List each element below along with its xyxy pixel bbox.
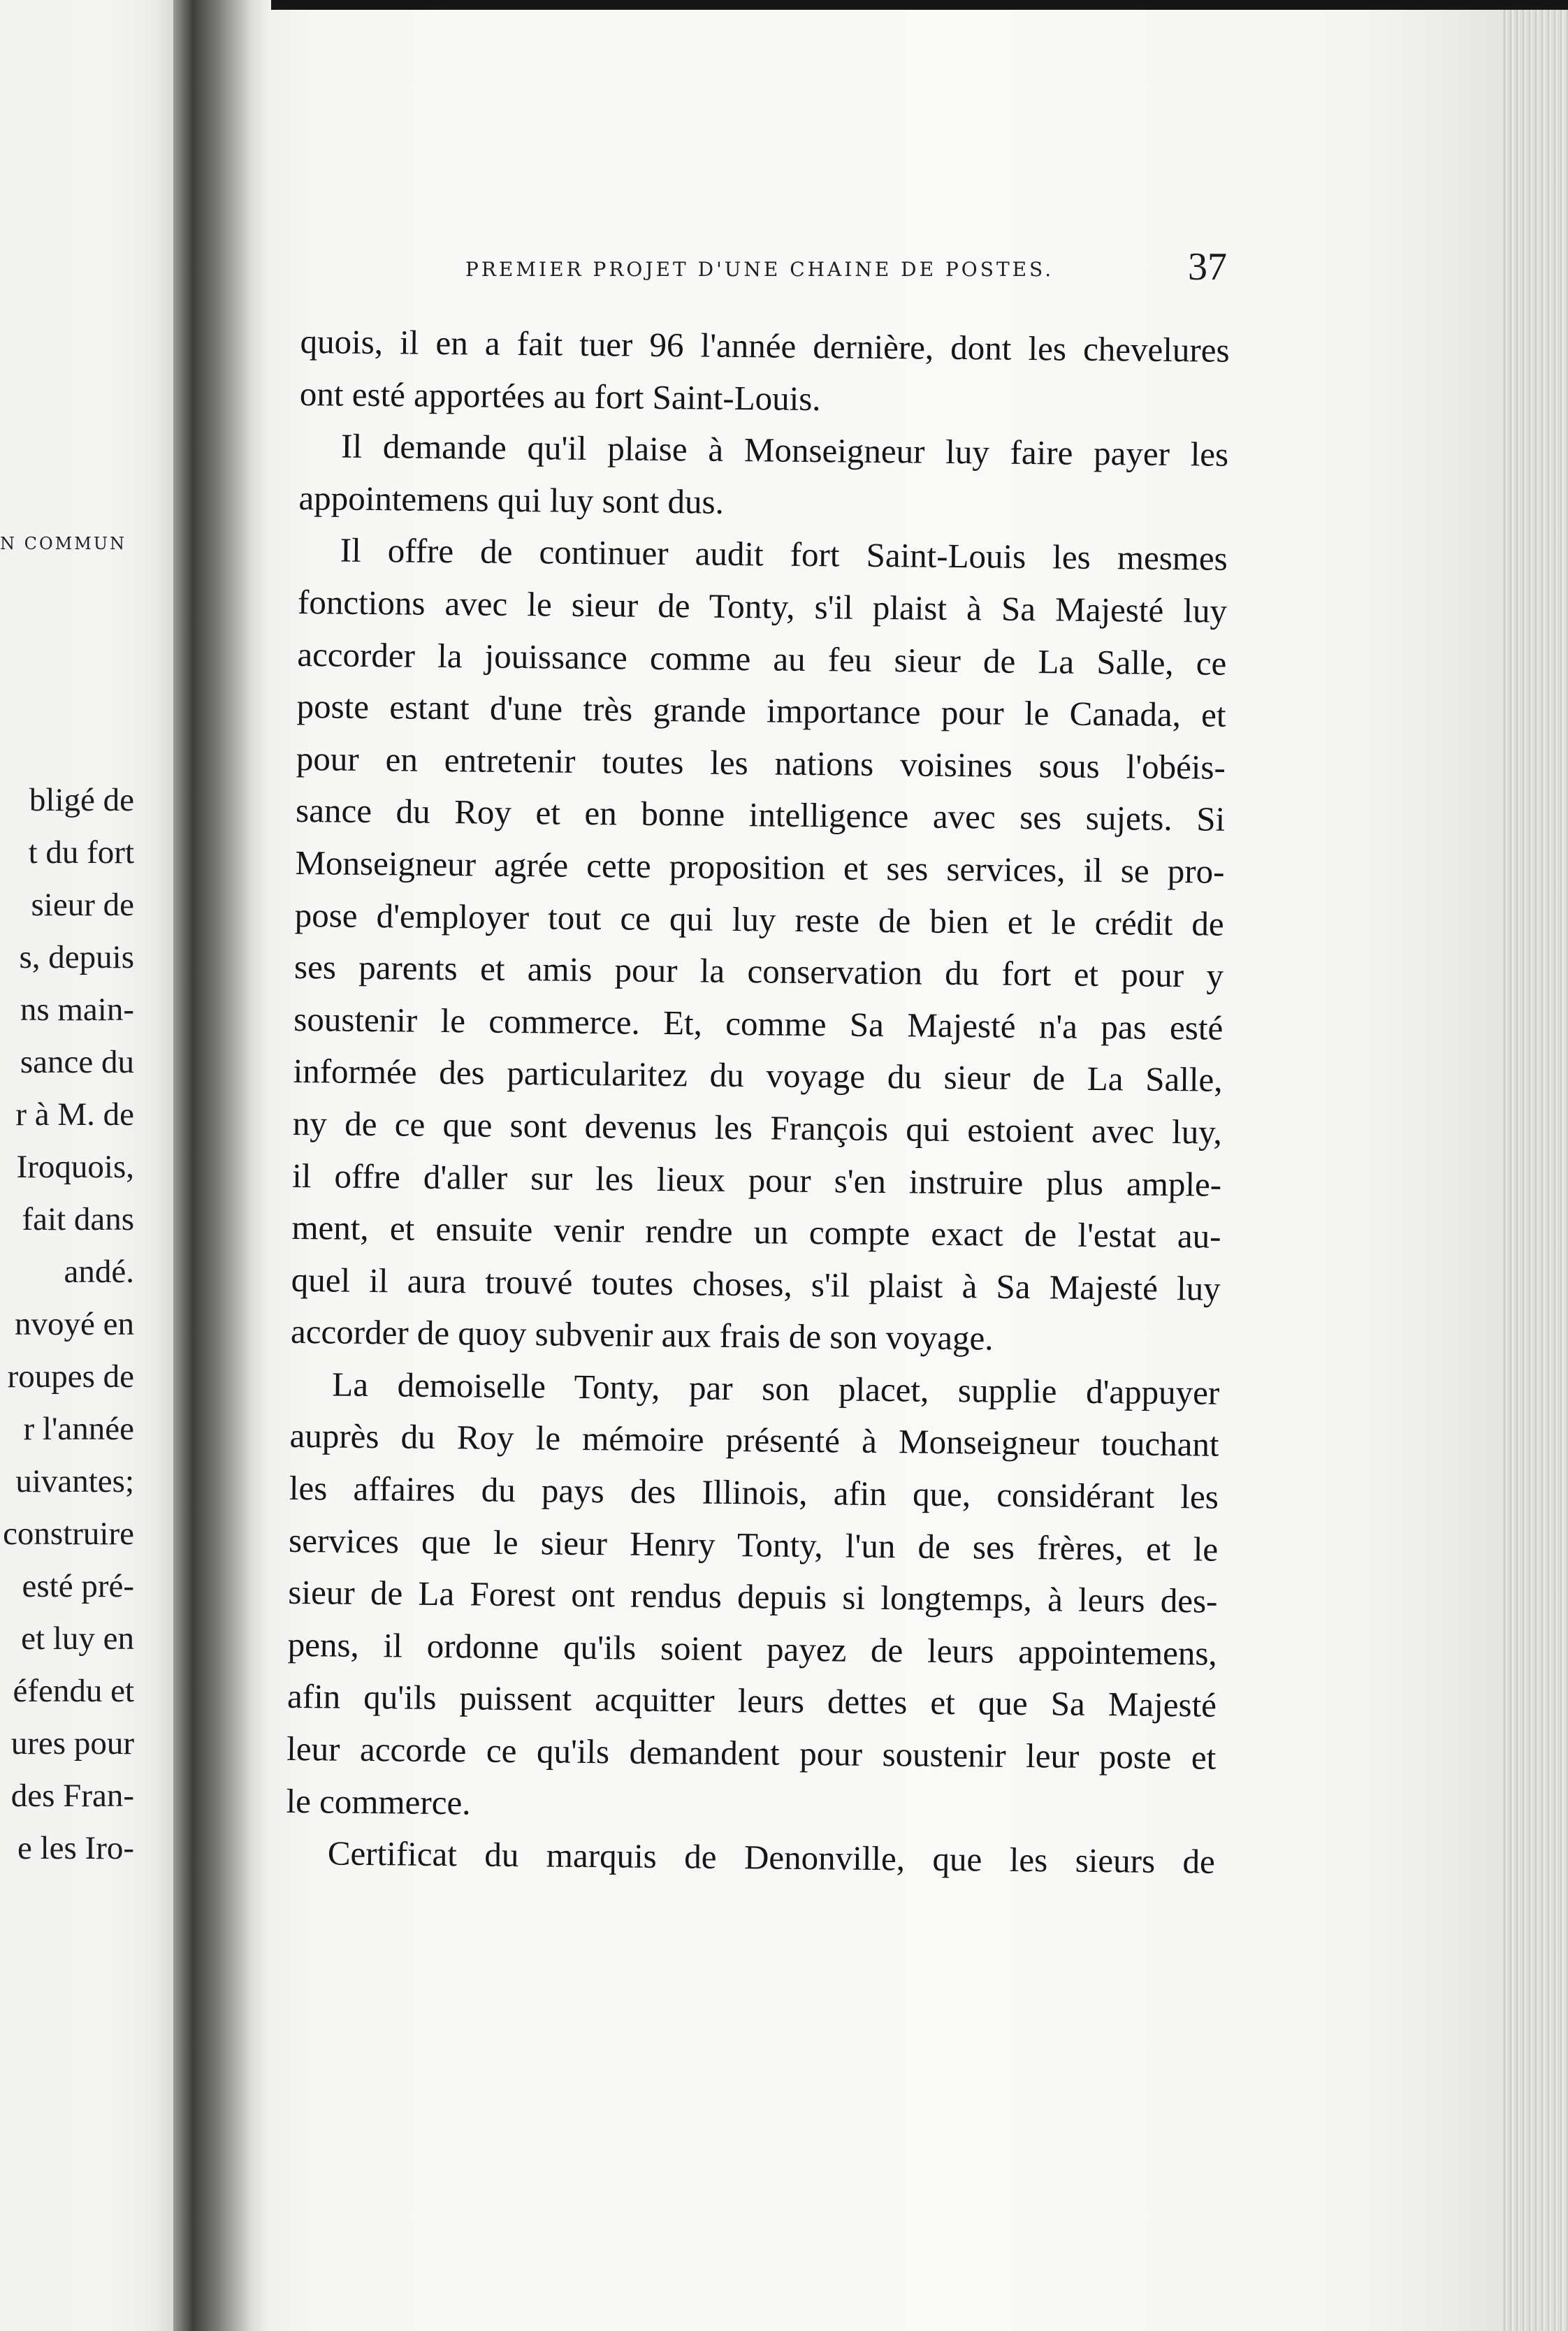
text-line: s, depuis [19,939,134,975]
text-line: il offre d'aller sur les lieux pour s'en instruire plus ample- [291,1156,1222,1204]
text-line: quois, il en a fait tuer 96 l'année dernière, dont les chevelures [300,321,1230,370]
text-line: r à M. de [15,1096,134,1133]
text-line: accorder la jouissance comme au feu sieur de La Salle, ce [297,634,1227,683]
text-line: des Fran- [10,1778,134,1814]
text-line: soustenir le commerce. Et, comme Sa Majesté n'a pas esté [293,999,1224,1047]
text-line: Certificat du marquis de Denonville, que les sieurs de [327,1833,1216,1881]
text-line: Iroquois, [16,1149,134,1185]
left-page-text [0,774,175,1875]
text-line: les affaires du pays des Illinois, afin que, considérant les [289,1468,1219,1516]
text-line: sieur de [31,887,134,923]
left-running-head: N COMMUN [0,534,127,553]
text-line: construire [3,1516,134,1552]
text-line: pour en entretenir toutes les nations voisines sous l'obéis- [296,739,1226,787]
running-head: PREMIER PROJET D'UNE CHAINE DE POSTES. [465,258,1054,281]
left-page [0,0,183,2331]
text-line: bligé de [29,782,134,818]
text-line: La demoiselle Tonty, par son placet, supplie d'appuyer [332,1365,1220,1412]
text-line: sance du Roy et en bonne intelligence avec ses sujets. Si [295,791,1226,839]
text-line: leur accorde ce qu'ils demandent pour soustenir leur poste et [286,1729,1217,1777]
text-line: poste estant d'une très grande importance pour le Canada, et [296,687,1226,734]
text-line: ses parents et amis pour la conservation du fort et pour y [293,947,1224,995]
text-line: quel il aura trouvé toutes choses, s'il plaist à Sa Majesté luy [291,1260,1221,1308]
text-line: pose d'employer tout ce qui luy reste de bien et le crédit de [294,895,1224,943]
text-line: ns main- [20,992,134,1028]
text-line: Monseigneur agrée cette proposition et ses services, il se pro- [295,843,1225,891]
text-line: e les Iro- [17,1830,134,1866]
text-line: services que le sieur Henry Tonty, l'un de ses frères, et le [288,1520,1219,1569]
text-line: uivantes; [15,1463,134,1499]
text-line: Il offre de continuer audit fort Saint-Louis les mesmes [340,530,1228,579]
text-line: éfendu et [13,1673,134,1709]
text-line: ont esté apportées au fort Saint-Louis. [299,374,821,418]
text-line: nvoyé en [15,1306,134,1342]
page-number: 37 [1188,245,1227,289]
text-line: esté pré- [22,1568,134,1604]
text-line: le commerce. [286,1781,471,1822]
body-text [286,316,1230,1888]
text-line: auprès du Roy le mémoire présenté à Monseigneur touchant [289,1416,1219,1465]
text-line: informée des particularitez du voyage du sieur de La Salle, [293,1052,1223,1100]
text-line: afin qu'ils puissent acquitter leurs dettes et que Sa Majesté [286,1677,1217,1725]
text-line: fait dans [22,1201,134,1237]
text-line: roupes de [7,1358,134,1395]
text-line: sance du [20,1044,134,1080]
book-gutter [173,0,271,2331]
text-line: accorder de quoy subvenir aux frais de son voyage. [290,1312,994,1358]
text-line: et luy en [21,1620,134,1657]
text-line: t du fort [28,834,134,871]
text-line: ures pour [10,1725,134,1762]
text-line: r l'année [23,1411,134,1447]
text-line: ny de ce que sont devenus les François qui estoient avec luy, [292,1103,1223,1152]
text-line: ment, et ensuite venir rendre un compte exact de l'estat au- [291,1208,1221,1256]
text-line: andé. [64,1254,134,1290]
text-line: fonctions avec le sieur de Tonty, s'il plaist à Sa Majesté luy [297,582,1228,630]
page-edges [1502,10,1568,2331]
text-line: sieur de La Forest ont rendus depuis si longtemps, à leurs des- [288,1573,1218,1620]
text-line: Il demande qu'il plaise à Monseigneur luy faire payer les [340,426,1229,474]
text-line: appointemens qui luy sont dus. [298,478,725,521]
text-line: pens, il ordonne qu'ils soient payez de leurs appointemens, [287,1625,1217,1673]
